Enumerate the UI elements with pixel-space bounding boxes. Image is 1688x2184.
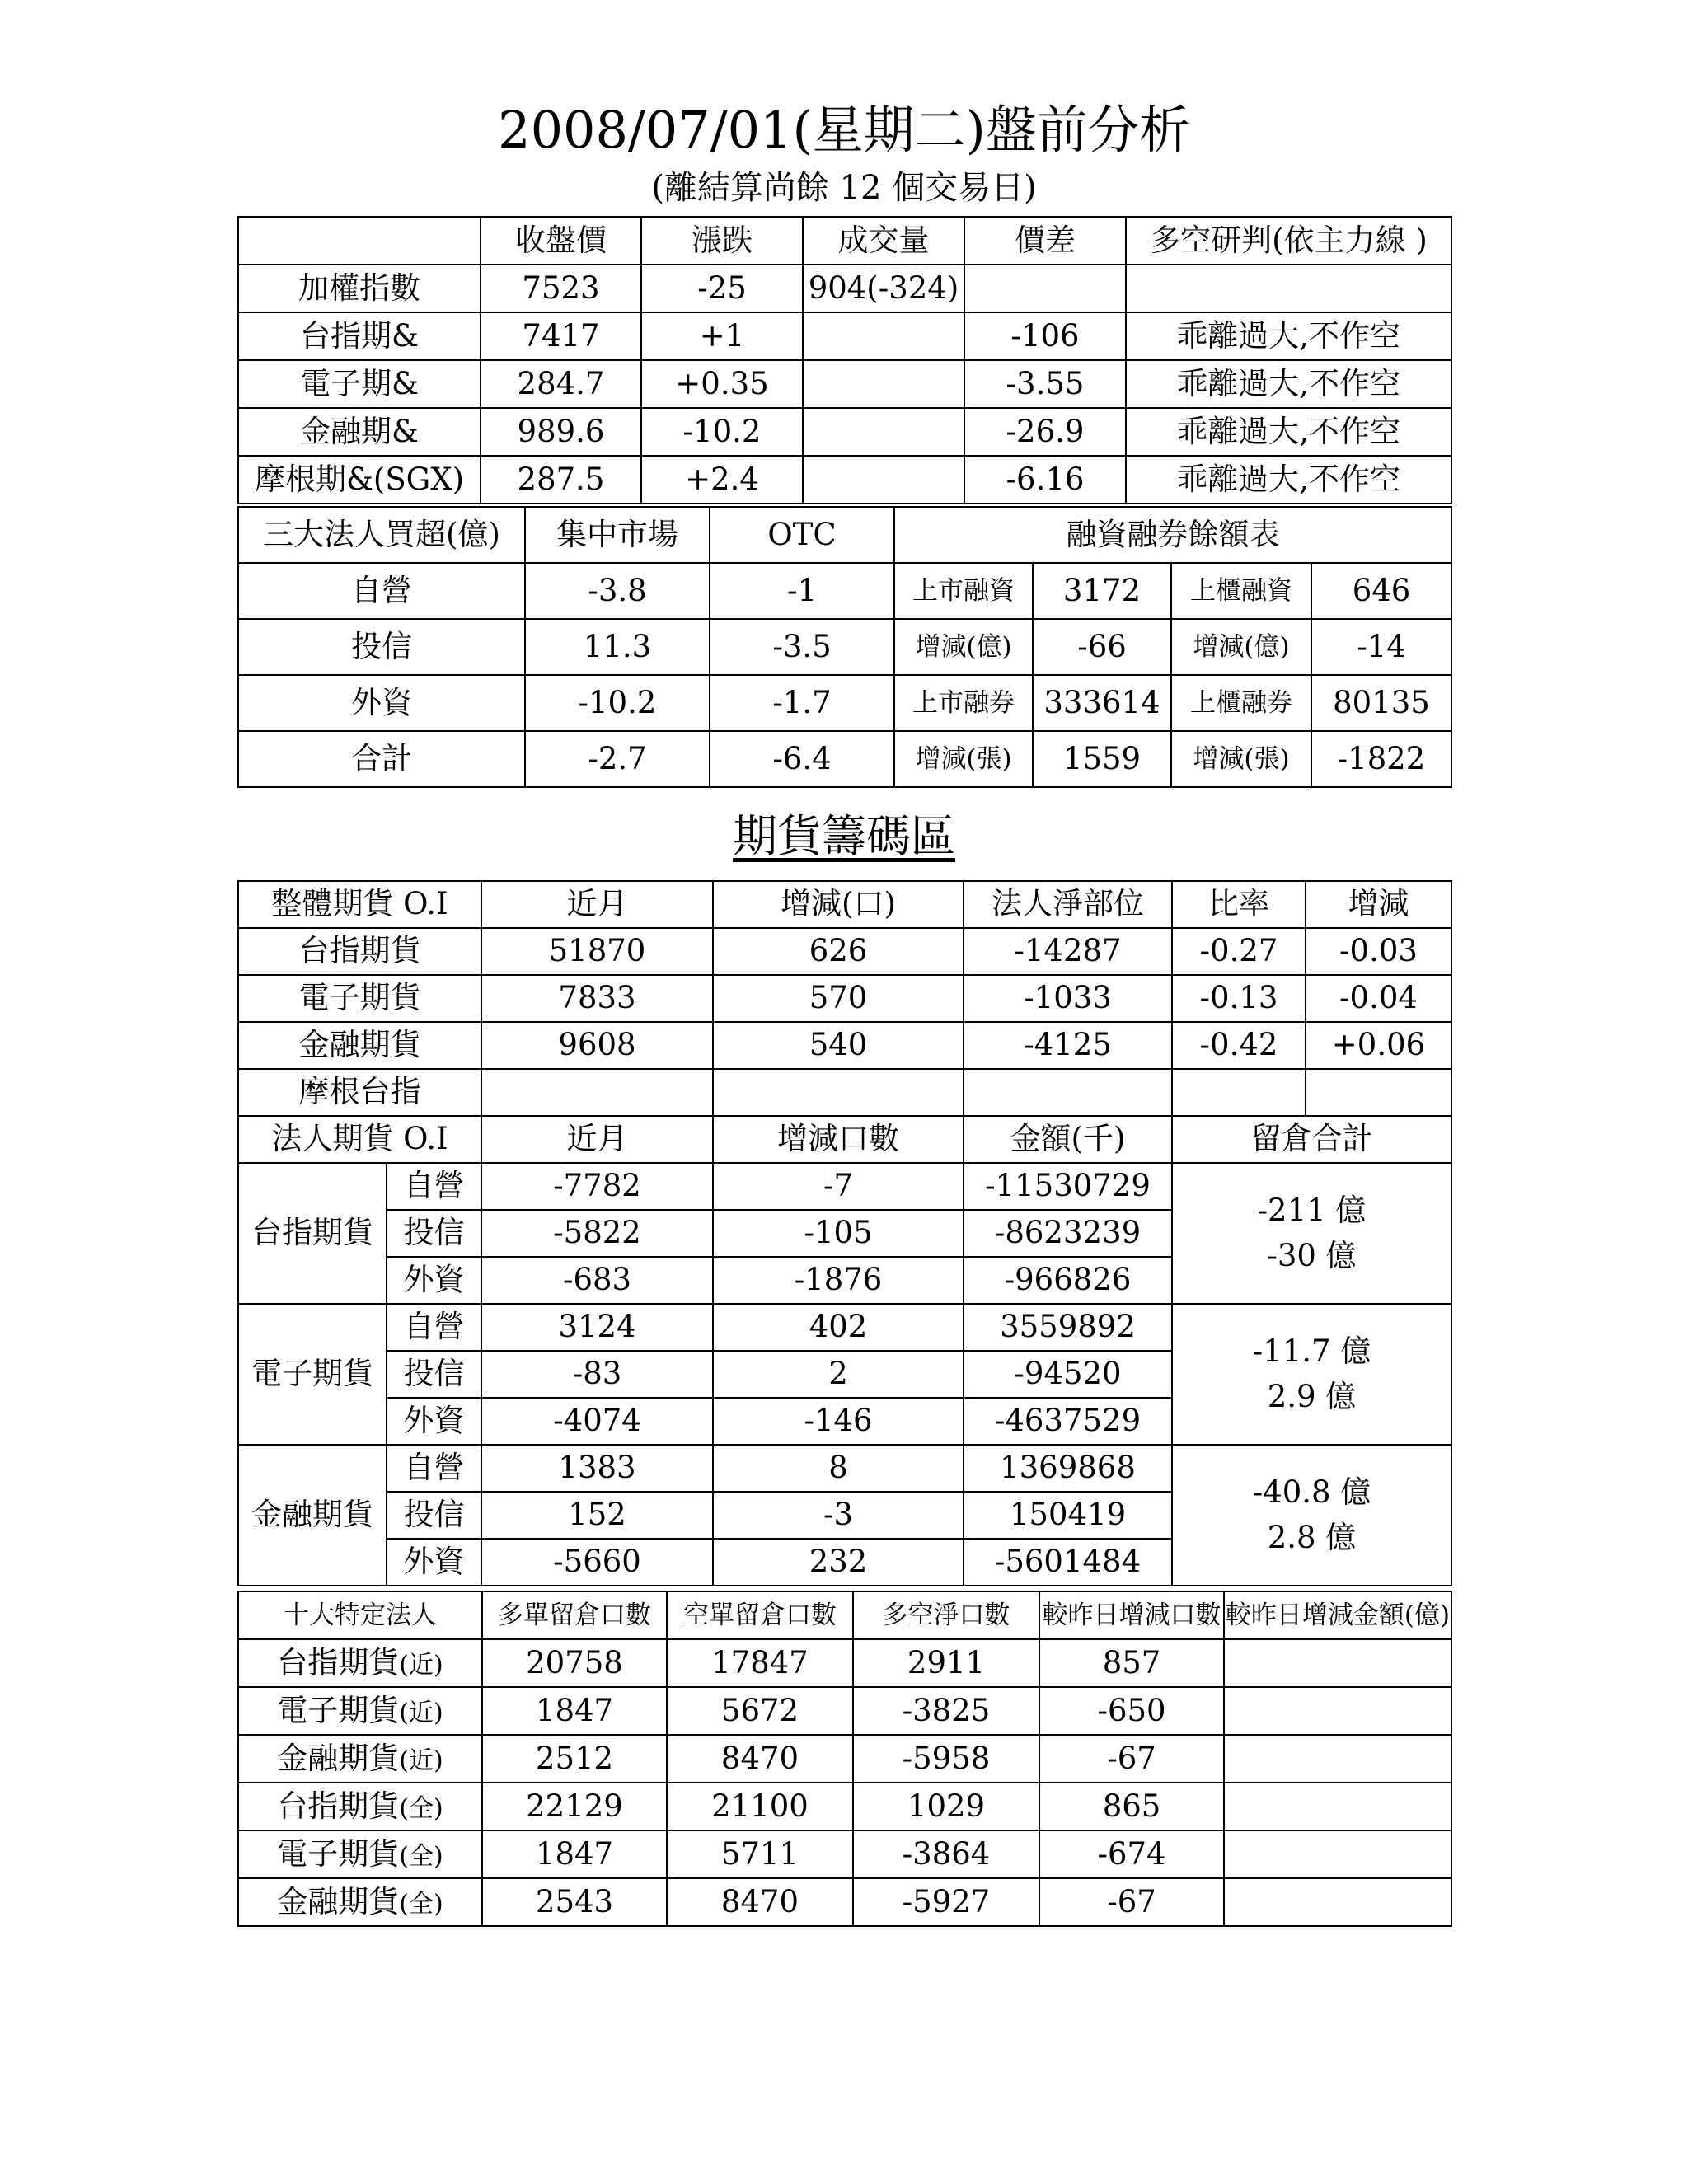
table-cell: -674 (1039, 1830, 1224, 1878)
table-cell: -3.5 (710, 619, 894, 675)
margin-value: -66 (1033, 619, 1171, 675)
table-cell: -0.03 (1306, 928, 1451, 975)
table-cell: -26.9 (964, 408, 1126, 456)
table-cell: 7523 (481, 265, 641, 312)
table-cell: 11.3 (525, 619, 710, 675)
table-cell: -1.7 (710, 675, 894, 731)
table-row (238, 1639, 1451, 1687)
table-row (238, 619, 1451, 675)
row-label: 摩根台指 (238, 1069, 481, 1116)
table-cell: -5927 (853, 1878, 1039, 1926)
table-cell: -94520 (964, 1351, 1172, 1398)
table-cell: -5660 (481, 1539, 713, 1586)
table-row (238, 408, 1451, 456)
row-label-scope: (近) (399, 1650, 443, 1680)
table-cell: 乖離過大,不作空 (1126, 360, 1451, 408)
row-label (238, 1878, 482, 1926)
table-row (238, 731, 1451, 787)
header-cell: 十大特定法人 (238, 1591, 482, 1639)
table-cell (1224, 1830, 1451, 1878)
table-cell: -106 (964, 312, 1126, 360)
header-cell: 收盤價 (481, 217, 641, 265)
table-cell: 22129 (482, 1783, 667, 1830)
table-cell: 857 (1039, 1639, 1224, 1687)
position-total (1172, 1304, 1451, 1445)
header-cell: 較昨日增減金額(億) (1224, 1591, 1451, 1639)
table-header-row (238, 507, 1451, 563)
row-label: 合計 (238, 731, 525, 787)
margin-value: -1822 (1311, 731, 1451, 787)
header-cell: 成交量 (803, 217, 964, 265)
row-label: 金融期& (238, 408, 481, 456)
margin-value: 3172 (1033, 563, 1171, 619)
table-cell: -3.8 (525, 563, 710, 619)
header-cell: 整體期貨 O.I (238, 881, 481, 928)
header-cell: 金額(千) (964, 1116, 1172, 1163)
table-cell: -1876 (713, 1257, 964, 1304)
table-cell: 2911 (853, 1639, 1039, 1687)
table-cell: -7782 (481, 1163, 713, 1210)
futures-section-title-text: 期貨籌碼區 (733, 810, 955, 862)
table-cell: -3 (713, 1492, 964, 1539)
position-total-line: -211 億 (1257, 1192, 1367, 1228)
table-cell: -146 (713, 1398, 964, 1445)
table-cell: 540 (713, 1022, 964, 1069)
table-cell: -10.2 (641, 408, 803, 456)
header-cell: 多空淨口數 (853, 1591, 1039, 1639)
row-label-name: 電子期貨 (277, 1835, 400, 1872)
table-cell: 乖離過大,不作空 (1126, 408, 1451, 456)
table-row (238, 1163, 1451, 1210)
row-label-name: 台指期貨 (277, 1644, 400, 1680)
table-cell (803, 456, 964, 504)
table-cell (1224, 1735, 1451, 1783)
table-cell (964, 265, 1126, 312)
table-cell: -5822 (481, 1210, 713, 1257)
table-cell: 7833 (481, 975, 713, 1022)
margin-value: 1559 (1033, 731, 1171, 787)
row-label: 外資 (387, 1257, 481, 1304)
header-cell: 增減(口) (713, 881, 964, 928)
table-cell: -105 (713, 1210, 964, 1257)
table-cell: -6.16 (964, 456, 1126, 504)
margin-value: -14 (1311, 619, 1451, 675)
position-total (1172, 1445, 1451, 1586)
row-label: 金融期貨 (238, 1022, 481, 1069)
table-header-row (238, 1116, 1451, 1163)
position-total-line: -40.8 億 (1252, 1474, 1372, 1510)
table-cell: -4637529 (964, 1398, 1172, 1445)
table-cell: 8470 (667, 1878, 853, 1926)
header-cell: 增減 (1306, 881, 1451, 928)
table-row (238, 312, 1451, 360)
table-cell: -83 (481, 1351, 713, 1398)
table-header-row (238, 217, 1451, 265)
header-cell: 比率 (1172, 881, 1306, 928)
table-cell (1126, 265, 1451, 312)
row-label-name: 金融期貨 (277, 1740, 400, 1776)
table-cell: 989.6 (481, 408, 641, 456)
table-row (238, 360, 1451, 408)
table-cell: 284.7 (481, 360, 641, 408)
table-cell: -25 (641, 265, 803, 312)
table-cell: 150419 (964, 1492, 1172, 1539)
table-cell (803, 360, 964, 408)
row-label: 外資 (387, 1398, 481, 1445)
table-cell: 5711 (667, 1830, 853, 1878)
row-label: 加權指數 (238, 265, 481, 312)
row-label: 自營 (387, 1163, 481, 1210)
row-label-name: 台指期貨 (277, 1788, 400, 1824)
table-cell: -683 (481, 1257, 713, 1304)
table-cell: -966826 (964, 1257, 1172, 1304)
table-row (238, 456, 1451, 504)
margin-label: 增減(億) (1171, 619, 1311, 675)
row-label-scope: (全) (399, 1793, 443, 1823)
row-label: 投信 (387, 1351, 481, 1398)
table-cell: 3124 (481, 1304, 713, 1351)
table-cell: 1847 (482, 1687, 667, 1735)
row-label-scope: (全) (399, 1841, 443, 1871)
row-label: 外資 (387, 1539, 481, 1586)
futures-oi-table (237, 880, 1452, 1586)
position-total-line: 2.9 億 (1267, 1378, 1357, 1414)
row-label: 摩根期&(SGX) (238, 456, 481, 504)
margin-label: 上櫃融券 (1171, 675, 1311, 731)
page-subtitle: (離結算尚餘 12 個交易日) (651, 169, 1037, 207)
row-label: 電子期貨 (238, 975, 481, 1022)
margin-value: 646 (1311, 563, 1451, 619)
margin-label: 增減(張) (894, 731, 1033, 787)
table-cell: 2543 (482, 1878, 667, 1926)
group-label: 台指期貨 (238, 1163, 387, 1304)
header-cell: 多單留倉口數 (482, 1591, 667, 1639)
table-cell (1224, 1687, 1451, 1735)
table-cell: 1847 (482, 1830, 667, 1878)
table-cell: -3825 (853, 1687, 1039, 1735)
table-cell: -67 (1039, 1735, 1224, 1783)
table-row (238, 265, 1451, 312)
header-cell: 增減口數 (713, 1116, 964, 1163)
table-cell (481, 1069, 713, 1116)
table-cell: 9608 (481, 1022, 713, 1069)
table-cell: 3559892 (964, 1304, 1172, 1351)
table-cell: -14287 (964, 928, 1172, 975)
row-label: 投信 (387, 1210, 481, 1257)
table-cell: 626 (713, 928, 964, 975)
table-cell: -4074 (481, 1398, 713, 1445)
row-label (238, 1830, 482, 1878)
margin-label: 增減(億) (894, 619, 1033, 675)
table-cell: -3.55 (964, 360, 1126, 408)
table-cell (1172, 1069, 1306, 1116)
table-cell: 865 (1039, 1783, 1224, 1830)
table-cell: 1369868 (964, 1445, 1172, 1492)
table-cell (1306, 1069, 1451, 1116)
row-label-scope: (全) (399, 1889, 443, 1919)
table-cell: 1383 (481, 1445, 713, 1492)
table-cell: 8470 (667, 1735, 853, 1783)
row-label: 自營 (238, 563, 525, 619)
table-cell: -5958 (853, 1735, 1039, 1783)
table-cell (803, 408, 964, 456)
row-label-name: 電子期貨 (277, 1692, 400, 1728)
table-row (238, 1783, 1451, 1830)
table-row (238, 1878, 1451, 1926)
row-label-scope: (近) (399, 1746, 443, 1775)
table-cell: 402 (713, 1304, 964, 1351)
market-summary-table (237, 216, 1452, 504)
table-row (238, 928, 1451, 975)
margin-value: 333614 (1033, 675, 1171, 731)
table-cell: -1033 (964, 975, 1172, 1022)
header-cell: 較昨日增減口數 (1039, 1591, 1224, 1639)
row-label: 台指期& (238, 312, 481, 360)
table-cell (1224, 1783, 1451, 1830)
table-row (238, 563, 1451, 619)
row-label-scope: (近) (399, 1698, 443, 1727)
header-cell: OTC (710, 507, 894, 563)
margin-value: 80135 (1311, 675, 1451, 731)
table-cell: 21100 (667, 1783, 853, 1830)
table-cell: -7 (713, 1163, 964, 1210)
table-row (238, 1445, 1451, 1492)
row-label: 自營 (387, 1445, 481, 1492)
table-cell: -8623239 (964, 1210, 1172, 1257)
header-cell: 漲跌 (641, 217, 803, 265)
table-cell: -6.4 (710, 731, 894, 787)
table-cell: -0.42 (1172, 1022, 1306, 1069)
row-label (238, 1639, 482, 1687)
margin-label: 上市融券 (894, 675, 1033, 731)
table-cell (803, 312, 964, 360)
table-cell: -0.13 (1172, 975, 1306, 1022)
table-cell: 8 (713, 1445, 964, 1492)
margin-label: 上櫃融資 (1171, 563, 1311, 619)
table-cell: 2512 (482, 1735, 667, 1783)
table-row (238, 1304, 1451, 1351)
row-label (238, 1783, 482, 1830)
table-row (238, 675, 1451, 731)
group-label: 電子期貨 (238, 1304, 387, 1445)
position-total-line: 2.8 億 (1267, 1519, 1357, 1555)
table-cell: 2 (713, 1351, 964, 1398)
margin-label: 上市融資 (894, 563, 1033, 619)
table-cell (713, 1069, 964, 1116)
row-label: 自營 (387, 1304, 481, 1351)
page-title: 2008/07/01(星期二)盤前分析 (498, 100, 1190, 160)
margin-label: 增減(張) (1171, 731, 1311, 787)
position-total-line: -11.7 億 (1252, 1333, 1372, 1369)
table-row (238, 1830, 1451, 1878)
table-cell: +0.35 (641, 360, 803, 408)
header-cell: 近月 (481, 1116, 713, 1163)
table-cell: -5601484 (964, 1539, 1172, 1586)
table-cell: -4125 (964, 1022, 1172, 1069)
row-label: 電子期& (238, 360, 481, 408)
header-cell: 留倉合計 (1172, 1116, 1451, 1163)
header-cell: 多空研判(依主力線 ) (1126, 217, 1451, 265)
table-row (238, 1735, 1451, 1783)
table-cell: 20758 (482, 1639, 667, 1687)
table-cell: 乖離過大,不作空 (1126, 456, 1451, 504)
table-row (238, 1687, 1451, 1735)
margin-table-title: 融資融券餘額表 (894, 507, 1451, 563)
position-total-line: -30 億 (1267, 1237, 1357, 1273)
row-label: 投信 (238, 619, 525, 675)
row-label (238, 1735, 482, 1783)
table-cell: -1 (710, 563, 894, 619)
table-cell (964, 1069, 1172, 1116)
table-cell: 904(-324) (803, 265, 964, 312)
header-cell: 近月 (481, 881, 713, 928)
row-label: 台指期貨 (238, 928, 481, 975)
table-cell: -10.2 (525, 675, 710, 731)
futures-section-title (0, 808, 1688, 865)
table-cell: +0.06 (1306, 1022, 1451, 1069)
table-cell: -11530729 (964, 1163, 1172, 1210)
table-cell: 乖離過大,不作空 (1126, 312, 1451, 360)
group-label: 金融期貨 (238, 1445, 387, 1586)
table-header-row (238, 1591, 1451, 1639)
table-cell (1224, 1639, 1451, 1687)
header-cell: 三大法人買超(億) (238, 507, 525, 563)
position-total (1172, 1163, 1451, 1304)
table-header-row (238, 881, 1451, 928)
table-cell: 5672 (667, 1687, 853, 1735)
institutional-table (237, 506, 1452, 788)
header-cell: 價差 (964, 217, 1126, 265)
header-cell: 法人期貨 O.I (238, 1116, 481, 1163)
header-cell: 空單留倉口數 (667, 1591, 853, 1639)
table-cell: -0.04 (1306, 975, 1451, 1022)
header-cell: 集中市場 (525, 507, 710, 563)
table-row (238, 1069, 1451, 1116)
row-label-name: 金融期貨 (277, 1883, 400, 1919)
header-cell (238, 217, 481, 265)
table-cell: -67 (1039, 1878, 1224, 1926)
table-cell (1224, 1878, 1451, 1926)
table-cell: -0.27 (1172, 928, 1306, 975)
row-label: 外資 (238, 675, 525, 731)
table-cell: 232 (713, 1539, 964, 1586)
table-cell: 1029 (853, 1783, 1039, 1830)
table-cell: 17847 (667, 1639, 853, 1687)
table-cell: 152 (481, 1492, 713, 1539)
table-row (238, 1022, 1451, 1069)
table-cell: -650 (1039, 1687, 1224, 1735)
table-cell: 7417 (481, 312, 641, 360)
header-cell: 法人淨部位 (964, 881, 1172, 928)
table-row (238, 975, 1451, 1022)
table-cell: +1 (641, 312, 803, 360)
row-label (238, 1687, 482, 1735)
table-cell: 287.5 (481, 456, 641, 504)
top10-institutions-table (237, 1591, 1452, 1927)
table-cell: 570 (713, 975, 964, 1022)
table-cell: -3864 (853, 1830, 1039, 1878)
table-cell: -2.7 (525, 731, 710, 787)
table-cell: +2.4 (641, 456, 803, 504)
table-cell: 51870 (481, 928, 713, 975)
row-label: 投信 (387, 1492, 481, 1539)
